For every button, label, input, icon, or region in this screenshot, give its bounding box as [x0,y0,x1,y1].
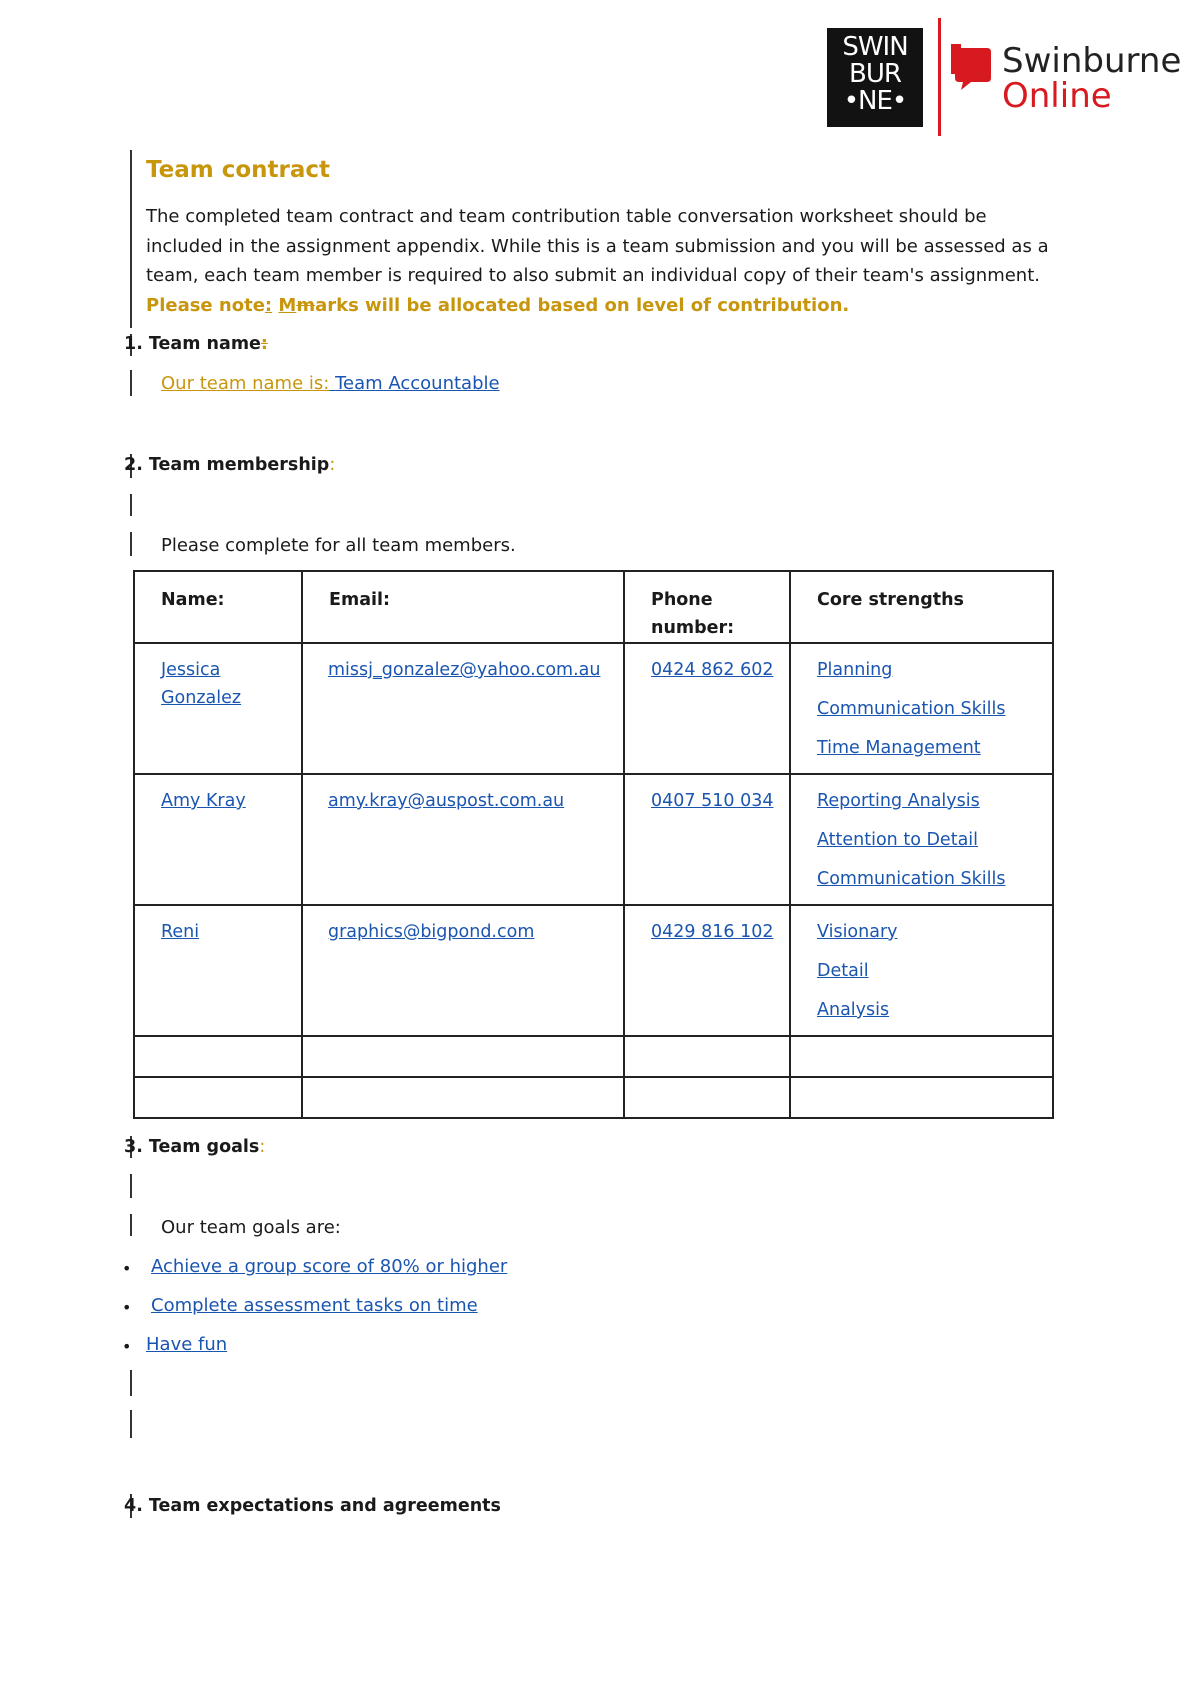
revision-bar [130,532,132,556]
member-strength[interactable]: Analysis [817,1000,890,1020]
member-phone[interactable]: 0429 816 102 [651,922,774,942]
column-header-strengths: Core strengths [790,571,1053,643]
logo-line: SWIN [842,32,908,62]
member-strength[interactable]: Visionary [817,922,898,942]
member-strength[interactable]: Reporting Analysis [817,791,980,811]
section-heading-team-membership [124,455,335,475]
member-name[interactable]: Amy Kray [161,791,246,811]
member-strength[interactable]: Communication Skills [817,699,1006,719]
goal-text[interactable]: Complete assessment tasks on time [151,1295,478,1316]
member-email[interactable]: amy.kray@auspost.com.au [328,791,565,811]
empty-cell[interactable] [790,1077,1053,1118]
section-heading-expectations [124,1496,501,1516]
members-table [133,570,1054,1119]
column-header-email: Email: [302,571,624,643]
goal-item [151,1295,478,1316]
section-label: . Team name [136,334,261,354]
section-label: . Team goals [136,1137,260,1157]
logo-line: BUR [849,59,901,89]
contribution-note [146,291,1066,321]
member-strength[interactable]: Communication Skills [817,869,1006,889]
goal-item [151,1256,507,1277]
online-logo-line2: Online [1002,76,1112,116]
section-label: . Team expectations and agreements [136,1496,501,1516]
tracked-change: : [329,455,336,475]
revision-bar [130,494,132,516]
member-phone[interactable]: 0424 862 602 [651,660,774,680]
section-heading-team-name [124,334,268,354]
column-header-name: Name: [134,571,302,643]
empty-cell[interactable] [302,1077,624,1118]
member-strength[interactable]: Detail [817,961,869,981]
membership-instruction: Please complete for all team members. [161,535,516,556]
team-name-line [161,373,500,394]
member-email[interactable]: graphics@bigpond.com [328,922,535,942]
section-number: 2 [124,455,137,475]
table-row-empty [134,1077,1053,1118]
table-row-empty [134,1036,1053,1077]
member-strength[interactable]: Time Management [817,738,981,758]
member-email[interactable]: missj_gonzalez@yahoo.com.au [328,660,601,680]
section-label: . Team membership [136,455,330,475]
empty-cell[interactable] [302,1036,624,1077]
intro-paragraph: The completed team contract and team contribution table conversation worksheet should be included in the assignment appendix. While this is a team submission and you will be assessed as a team, each team member is required to also submit an individual copy of their team's assignment. [146,206,1049,286]
goal-item [146,1334,227,1355]
empty-cell[interactable] [134,1036,302,1077]
note-colon: : [264,294,273,316]
table-row [134,774,1053,905]
member-name[interactable]: Reni [161,922,200,942]
section-number: 3 [124,1137,137,1157]
speech-bubble-icon [951,44,995,92]
section-number: 4 [124,1496,137,1516]
tracked-change: : [260,334,268,354]
online-logo-line1: Swinburne [1002,41,1182,81]
team-name-value[interactable]: Team Accountable [335,373,500,394]
table-row [134,905,1053,1036]
column-header-phone: Phone number: [624,571,790,643]
tracked-change: : [259,1137,266,1157]
empty-cell[interactable] [134,1077,302,1118]
team-name-prefix: Our team name is: [161,373,330,394]
note-inserted: M [278,294,297,316]
revision-bar [130,1370,132,1396]
swinburne-logo [827,28,923,127]
intro-text [146,202,1066,320]
logo-line: •NE• [843,86,907,116]
empty-cell[interactable] [624,1077,790,1118]
member-phone[interactable]: 0407 510 034 [651,791,774,811]
revision-bar [130,370,132,396]
goal-text[interactable]: Have fun [146,1334,228,1355]
section-number: 1 [124,334,137,354]
bullet-icon: • [122,1298,132,1317]
empty-cell[interactable] [790,1036,1053,1077]
logo-divider [938,18,941,136]
member-strength[interactable]: Attention to Detail [817,830,979,850]
revision-bar [130,150,132,328]
member-name[interactable]: Jessica Gonzalez [161,660,242,708]
member-strength[interactable]: Planning [817,660,893,680]
goals-intro: Our team goals are: [161,1217,341,1238]
bullet-icon: • [122,1337,132,1356]
empty-cell[interactable] [624,1036,790,1077]
goal-text[interactable]: Achieve a group score of 80% or higher [151,1256,508,1277]
revision-bar [130,1410,132,1438]
table-row [134,643,1053,774]
revision-bar [130,1214,132,1236]
bullet-icon: • [122,1259,132,1278]
note-deleted: m [296,294,316,316]
revision-bar [130,1174,132,1198]
note-rest: arks will be allocated based on level of contribution. [315,294,850,316]
page-title: Team contract [146,157,331,183]
table-header-row [134,571,1053,643]
note-prefix: Please note [146,294,265,316]
section-heading-team-goals [124,1137,265,1157]
